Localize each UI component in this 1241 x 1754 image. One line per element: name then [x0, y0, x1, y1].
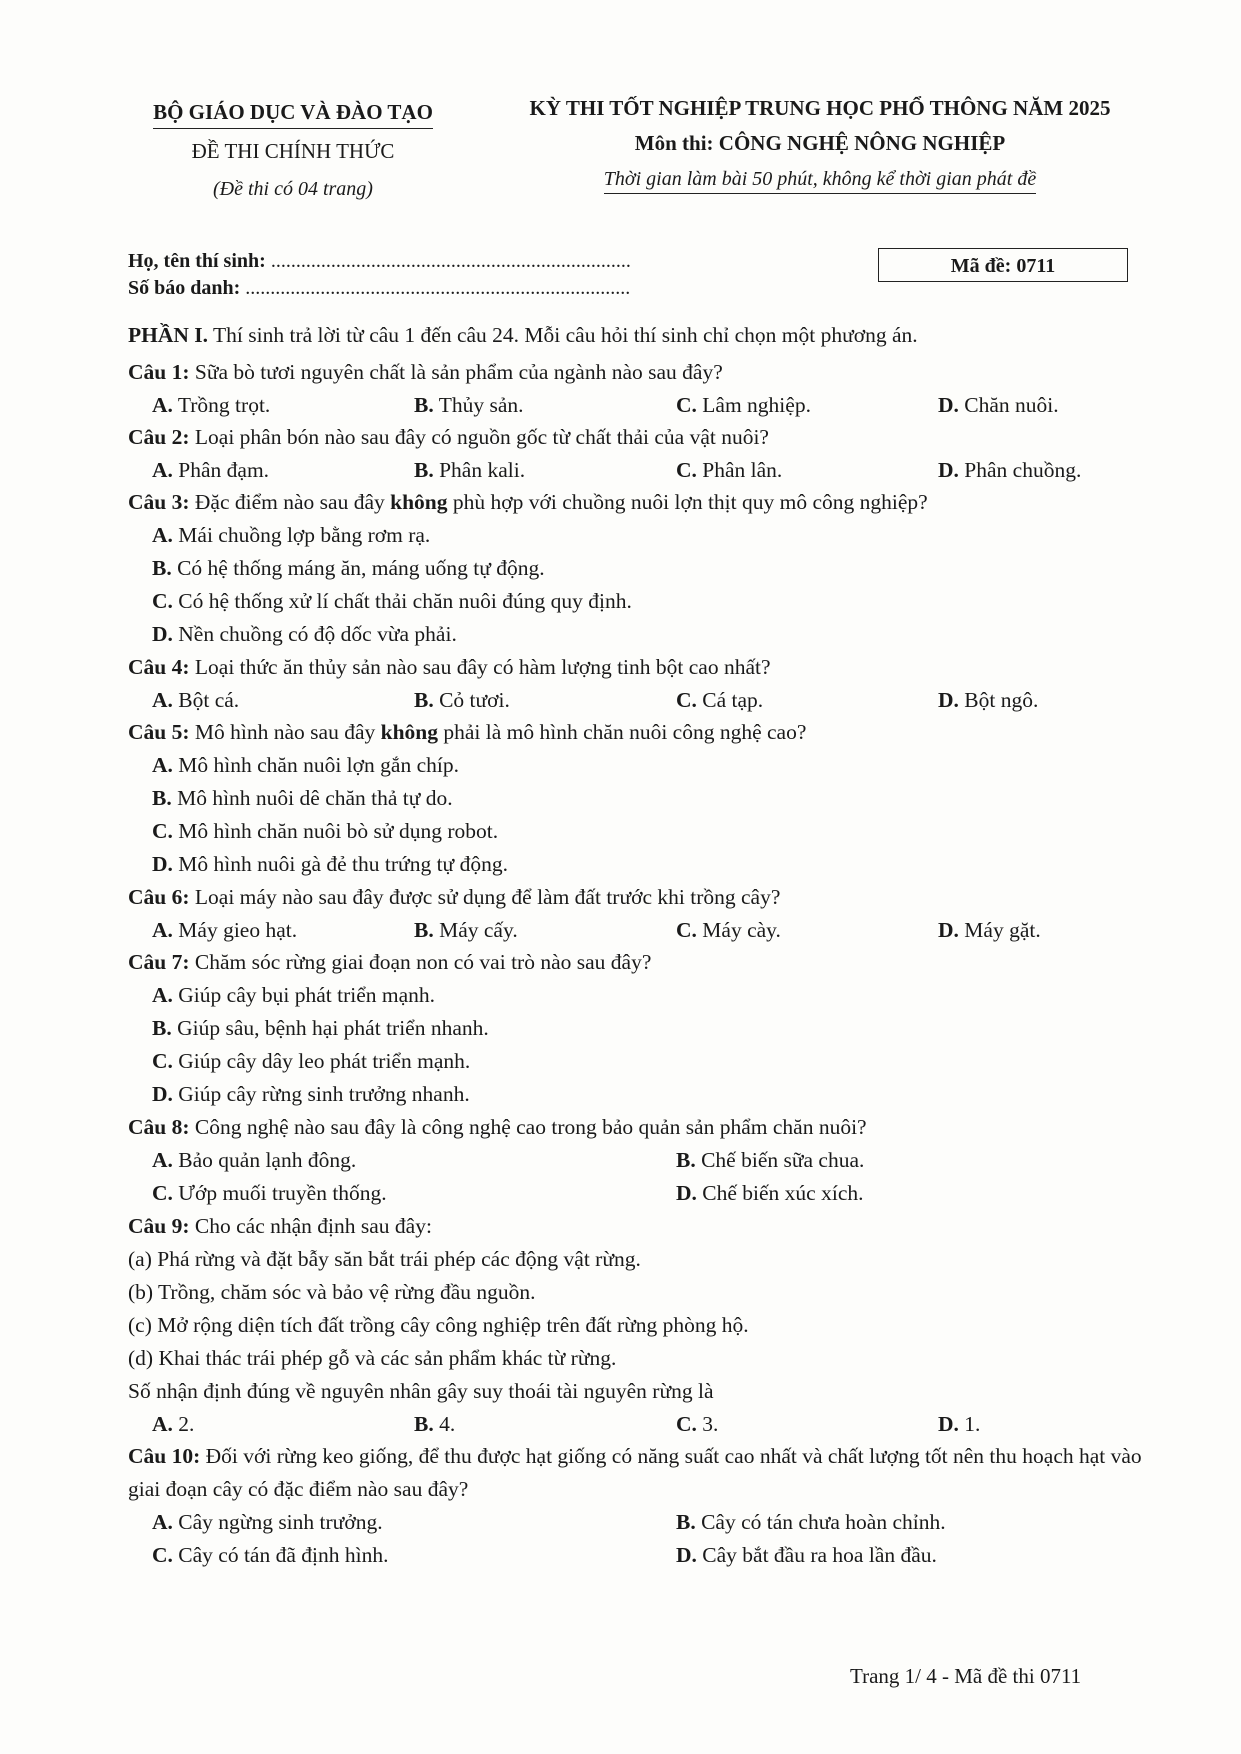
- option-key: D.: [938, 688, 959, 712]
- statement-c: (c) Mở rộng diện tích đất trồng cây công nghiệp trên đất rừng phòng hộ.: [128, 1313, 749, 1337]
- question-label: Câu 3:: [128, 490, 190, 514]
- option-text: Thủy sản.: [433, 393, 524, 417]
- option-text: Bột cá.: [172, 688, 240, 712]
- option-c: [676, 1408, 938, 1440]
- question-text: Đặc điểm nào sau đây: [189, 490, 391, 514]
- option-a: [152, 454, 414, 486]
- option-d: [152, 618, 1148, 651]
- question-label: Câu 2:: [128, 425, 190, 449]
- option-b: [152, 552, 1148, 585]
- option-key: D.: [676, 1181, 697, 1205]
- statement-a: (a) Phá rừng và đặt bẫy săn bắt trái phép các động vật rừng.: [128, 1247, 641, 1271]
- question-4: [128, 651, 1148, 684]
- option-d: [938, 914, 1168, 946]
- option-key: B.: [414, 688, 434, 712]
- option-key: B.: [152, 786, 172, 810]
- question-text: Loại máy nào sau đây được sử dụng để làm đất trước khi trồng cây?: [189, 885, 781, 909]
- option-a: [152, 914, 414, 946]
- option-a: [152, 1506, 676, 1539]
- question-8: [128, 1111, 1148, 1144]
- question-emphasis: không: [390, 490, 448, 514]
- options-3: [128, 519, 1148, 651]
- option-d: [938, 1408, 1168, 1440]
- exam-time: Thời gian làm bài 50 phút, không kể thời gian phát đề: [604, 168, 1036, 194]
- options-5: [128, 749, 1148, 881]
- option-b: [152, 1012, 1148, 1045]
- option-key: B.: [152, 556, 172, 580]
- option-a: [152, 389, 414, 421]
- option-key: A.: [152, 393, 173, 417]
- question-label: Câu 5:: [128, 720, 190, 744]
- subject: [490, 131, 1150, 156]
- option-text: Chế biến xúc xích.: [696, 1181, 864, 1205]
- candidate-name-dots: ........................................................................: [265, 250, 631, 272]
- option-key: A.: [152, 688, 173, 712]
- question-text: Loại phân bón nào sau đây có nguồn gốc từ chất thải của vật nuôi?: [189, 425, 769, 449]
- option-a: [152, 519, 1148, 552]
- option-key: B.: [414, 393, 434, 417]
- option-d: [938, 389, 1168, 421]
- question-text: phù hợp với chuồng nuôi lợn thịt quy mô công nghiệp?: [447, 490, 928, 514]
- question-text: Loại thức ăn thủy sản nào sau đây có hàm lượng tinh bột cao nhất?: [189, 655, 771, 679]
- option-key: A.: [152, 523, 173, 547]
- option-key: C.: [152, 819, 173, 843]
- option-text: Mái chuồng lợp bằng rơm rạ.: [172, 523, 431, 547]
- options-10: [128, 1506, 1148, 1572]
- option-key: C.: [676, 458, 697, 482]
- exam-code-box: Mã đề: 0711: [878, 248, 1128, 282]
- option-key: D.: [938, 458, 959, 482]
- option-text: Có hệ thống xử lí chất thải chăn nuôi đúng quy định.: [172, 589, 632, 613]
- options-6: [128, 914, 1148, 946]
- option-text: Máy gặt.: [958, 918, 1041, 942]
- ministry-name: BỘ GIÁO DỤC VÀ ĐÀO TẠO: [153, 100, 433, 129]
- option-key: A.: [152, 918, 173, 942]
- part-instruction: Thí sinh trả lời từ câu 1 đến câu 24. Mỗi câu hỏi thí sinh chỉ chọn một phương án.: [208, 323, 918, 347]
- option-c: [152, 815, 1148, 848]
- option-text: 3.: [696, 1412, 719, 1436]
- option-c: [676, 684, 938, 716]
- question-5: [128, 716, 1148, 749]
- option-text: 1.: [958, 1412, 981, 1436]
- question-text: Đối với rừng keo giống, để thu được hạt giống có năng suất cao nhất và chất lượng tốt nên thu hoạch hạt vào giai đoạn cây có đặc điểm nào sau đây?: [128, 1444, 1142, 1501]
- question-label: Câu 4:: [128, 655, 190, 679]
- question-9: [128, 1210, 1148, 1243]
- option-text: 4.: [433, 1412, 456, 1436]
- option-text: Máy cày.: [696, 918, 781, 942]
- candidate-id-label: Số báo danh:: [128, 277, 241, 299]
- option-text: Phân kali.: [433, 458, 526, 482]
- option-text: Mô hình chăn nuôi lợn gắn chíp.: [172, 753, 459, 777]
- option-b: [414, 454, 676, 486]
- option-c: [152, 585, 1148, 618]
- part-heading: [128, 318, 1148, 352]
- option-text: 2.: [172, 1412, 195, 1436]
- exam-content: [128, 318, 1148, 1572]
- exam-title: KỲ THI TỐT NGHIỆP TRUNG HỌC PHỔ THÔNG NĂM 2025: [529, 96, 1111, 120]
- option-key: D.: [938, 1412, 959, 1436]
- option-d: [676, 1177, 1146, 1210]
- header-left: [128, 100, 458, 201]
- option-key: C.: [152, 1181, 173, 1205]
- options-4: [128, 684, 1148, 716]
- option-text: Giúp cây rừng sinh trưởng nhanh.: [172, 1082, 470, 1106]
- option-c: [676, 389, 938, 421]
- option-text: Bột ngô.: [958, 688, 1039, 712]
- question-label: Câu 8:: [128, 1115, 190, 1139]
- option-text: Có hệ thống máng ăn, máng uống tự động.: [171, 556, 545, 580]
- option-a: [152, 1144, 676, 1177]
- question-7: [128, 946, 1148, 979]
- option-text: Lâm nghiệp.: [696, 393, 811, 417]
- statement-d: (d) Khai thác trái phép gỗ và các sản phẩm khác từ rừng.: [128, 1346, 617, 1370]
- question-emphasis: không: [380, 720, 438, 744]
- option-key: B.: [152, 1016, 172, 1040]
- option-text: Máy gieo hạt.: [172, 918, 298, 942]
- option-text: Bảo quản lạnh đông.: [172, 1148, 357, 1172]
- option-key: B.: [414, 1412, 434, 1436]
- option-b: [676, 1144, 1146, 1177]
- option-key: A.: [152, 1510, 173, 1534]
- question-label: Câu 9:: [128, 1214, 190, 1238]
- option-key: B.: [676, 1148, 696, 1172]
- option-b: [152, 782, 1148, 815]
- question-3: [128, 486, 1148, 519]
- option-key: C.: [152, 1543, 173, 1567]
- option-text: Cây có tán đã định hình.: [172, 1543, 389, 1567]
- option-key: C.: [676, 1412, 697, 1436]
- option-key: D.: [152, 852, 173, 876]
- option-text: Chăn nuôi.: [958, 393, 1059, 417]
- question-text: Sữa bò tươi nguyên chất là sản phẩm của ngành nào sau đây?: [189, 360, 723, 384]
- option-text: Mô hình nuôi dê chăn thả tự do.: [171, 786, 453, 810]
- option-text: Phân chuồng.: [958, 458, 1082, 482]
- option-a: [152, 1408, 414, 1440]
- option-key: B.: [414, 458, 434, 482]
- option-key: D.: [152, 1082, 173, 1106]
- option-text: Mô hình nuôi gà đẻ thu trứng tự động.: [172, 852, 508, 876]
- option-c: [676, 914, 938, 946]
- option-d: [938, 684, 1168, 716]
- option-text: Giúp cây dây leo phát triển mạnh.: [172, 1049, 471, 1073]
- question-label: Câu 7:: [128, 950, 190, 974]
- candidate-id-line: [128, 275, 631, 302]
- question-1: [128, 356, 1148, 389]
- question-text: Công nghệ nào sau đây là công nghệ cao trong bảo quản sản phẩm chăn nuôi?: [189, 1115, 867, 1139]
- option-key: A.: [152, 458, 173, 482]
- page-footer: Trang 1/ 4 - Mã đề thi 0711: [850, 1664, 1082, 1688]
- official-label: ĐỀ THI CHÍNH THỨC: [191, 139, 395, 163]
- header-right: [490, 96, 1150, 194]
- option-text: Nền chuồng có độ dốc vừa phải.: [172, 622, 457, 646]
- option-a: [152, 979, 1148, 1012]
- option-d: [676, 1539, 1146, 1572]
- option-d: [152, 848, 1148, 881]
- option-key: B.: [414, 918, 434, 942]
- question-text: Cho các nhận định sau đây:: [189, 1214, 432, 1238]
- option-key: D.: [152, 622, 173, 646]
- options-8: [128, 1144, 1148, 1210]
- option-text: Cây bắt đầu ra hoa lần đầu.: [696, 1543, 937, 1567]
- option-text: Chế biến sữa chua.: [695, 1148, 865, 1172]
- option-key: C.: [676, 393, 697, 417]
- option-d: [152, 1078, 1148, 1111]
- option-key: B.: [676, 1510, 696, 1534]
- option-b: [414, 389, 676, 421]
- option-text: Phân đạm.: [172, 458, 270, 482]
- options-9: [128, 1408, 1148, 1440]
- options-1: [128, 389, 1148, 421]
- option-key: C.: [676, 688, 697, 712]
- option-b: [414, 1408, 676, 1440]
- candidate-info: [128, 248, 631, 302]
- option-text: Giúp sâu, bệnh hại phát triển nhanh.: [171, 1016, 489, 1040]
- option-a: [152, 749, 1148, 782]
- question-stem: Số nhận định đúng về nguyên nhân gây suy thoái tài nguyên rừng là: [128, 1379, 714, 1403]
- option-c: [152, 1177, 676, 1210]
- option-text: Ướp muối truyền thống.: [172, 1181, 387, 1205]
- question-text: Chăm sóc rừng giai đoạn non có vai trò nào sau đây?: [189, 950, 652, 974]
- option-b: [676, 1506, 1146, 1539]
- question-6: [128, 881, 1148, 914]
- option-key: A.: [152, 1148, 173, 1172]
- option-d: [938, 454, 1168, 486]
- option-key: C.: [152, 1049, 173, 1073]
- option-key: A.: [152, 983, 173, 1007]
- question-label: Câu 6:: [128, 885, 190, 909]
- question-text: phải là mô hình chăn nuôi công nghệ cao?: [438, 720, 807, 744]
- option-c: [152, 1539, 676, 1572]
- part-title: PHẦN I.: [128, 323, 209, 347]
- option-c: [676, 454, 938, 486]
- option-text: Phân lân.: [696, 458, 783, 482]
- option-key: D.: [938, 393, 959, 417]
- option-text: Giúp cây bụi phát triển mạnh.: [172, 983, 436, 1007]
- options-2: [128, 454, 1148, 486]
- option-b: [414, 914, 676, 946]
- question-label: Câu 1:: [128, 360, 190, 384]
- candidate-name-line: [128, 248, 631, 275]
- option-key: A.: [152, 1412, 173, 1436]
- option-key: C.: [676, 918, 697, 942]
- candidate-id-dots: .............................................................................: [240, 277, 631, 299]
- option-key: D.: [676, 1543, 697, 1567]
- question-text: Mô hình nào sau đây: [189, 720, 381, 744]
- option-text: Trồng trọt.: [172, 393, 271, 417]
- subject-name: CÔNG NGHỆ NÔNG NGHIỆP: [718, 131, 1006, 155]
- question-10: [128, 1440, 1148, 1506]
- statement-b: (b) Trồng, chăm sóc và bảo vệ rừng đầu nguồn.: [128, 1280, 536, 1304]
- question-label: Câu 10:: [128, 1444, 201, 1468]
- option-b: [414, 684, 676, 716]
- page-count: (Đề thi có 04 trang): [213, 178, 373, 200]
- option-text: Cá tạp.: [696, 688, 764, 712]
- option-text: Máy cấy.: [433, 918, 518, 942]
- option-key: A.: [152, 753, 173, 777]
- option-text: Cây có tán chưa hoàn chỉnh.: [695, 1510, 946, 1534]
- option-c: [152, 1045, 1148, 1078]
- option-text: Cỏ tươi.: [433, 688, 510, 712]
- subject-label: Môn thi:: [634, 131, 714, 155]
- options-7: [128, 979, 1148, 1111]
- option-key: C.: [152, 589, 173, 613]
- question-2: [128, 421, 1148, 454]
- option-text: Cây ngừng sinh trưởng.: [172, 1510, 383, 1534]
- option-a: [152, 684, 414, 716]
- candidate-name-label: Họ, tên thí sinh:: [128, 250, 266, 272]
- option-key: D.: [938, 918, 959, 942]
- option-text: Mô hình chăn nuôi bò sử dụng robot.: [172, 819, 499, 843]
